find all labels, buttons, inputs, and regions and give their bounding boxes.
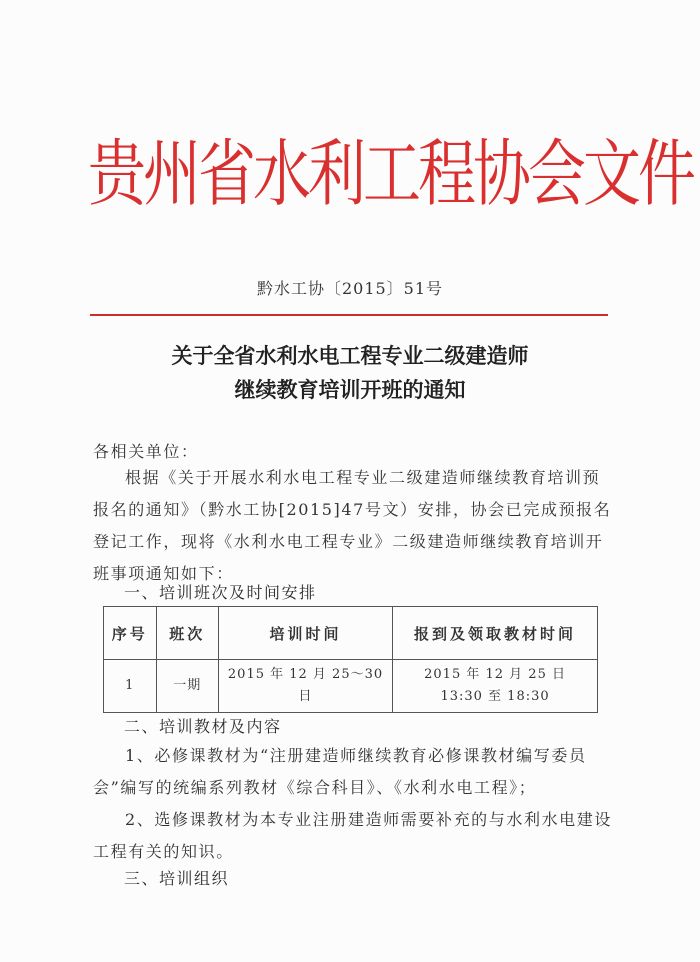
header-no: 序号 — [104, 607, 157, 660]
cell-no: 1 — [104, 660, 157, 713]
header-training-time: 培训时间 — [218, 607, 392, 660]
section2-item1: 1、必修课教材为“注册建造师继续教育必修课教材编写委员会”编写的统编系列教材《综合科目》、《水利水电工程》； — [93, 746, 587, 797]
notice-title-line2: 继续教育培训开班的通知 — [234, 378, 466, 402]
masthead-title: 贵州省水利工程协会文件 — [88, 133, 694, 215]
table-row — [104, 660, 598, 713]
section2-item2: 2、选修课教材为本专业注册建造师需要补充的与水利水电建设工程有关的知识。 — [93, 810, 612, 861]
header-class: 班次 — [156, 607, 218, 660]
section1-heading: 一、培训班次及时间安排 — [124, 583, 317, 602]
notice-title-line1: 关于全省水利水电工程专业二级建造师 — [171, 344, 529, 368]
salutation: 各相关单位： — [93, 442, 199, 461]
schedule-table — [103, 606, 598, 713]
red-divider — [90, 314, 608, 316]
header-checkin-time: 报到及领取教材时间 — [393, 607, 598, 660]
intro-paragraph: 根据《关于开展水利水电工程专业二级建造师继续教育培训预报名的通知》（黔水工协[2015]47号文）安排，协会已完成预报名登记工作，现将《水利水电工程专业》二级建造师继续教育培训开班事项通知如下： — [93, 468, 612, 583]
cell-checkin-date: 2015 年 12 月 25 日 — [424, 667, 566, 682]
cell-training-time: 2015 年 12 月 25～30 日 — [218, 660, 392, 713]
table-header-row — [104, 607, 598, 660]
section3-heading: 三、培训组织 — [124, 869, 230, 888]
cell-checkin-time: 13:30 至 18:30 — [440, 689, 550, 704]
cell-class: 一期 — [156, 660, 218, 713]
document-number: 黔水工协〔2015〕51号 — [256, 279, 444, 298]
section2-heading: 二、培训教材及内容 — [124, 717, 282, 736]
cell-checkin — [393, 660, 598, 713]
